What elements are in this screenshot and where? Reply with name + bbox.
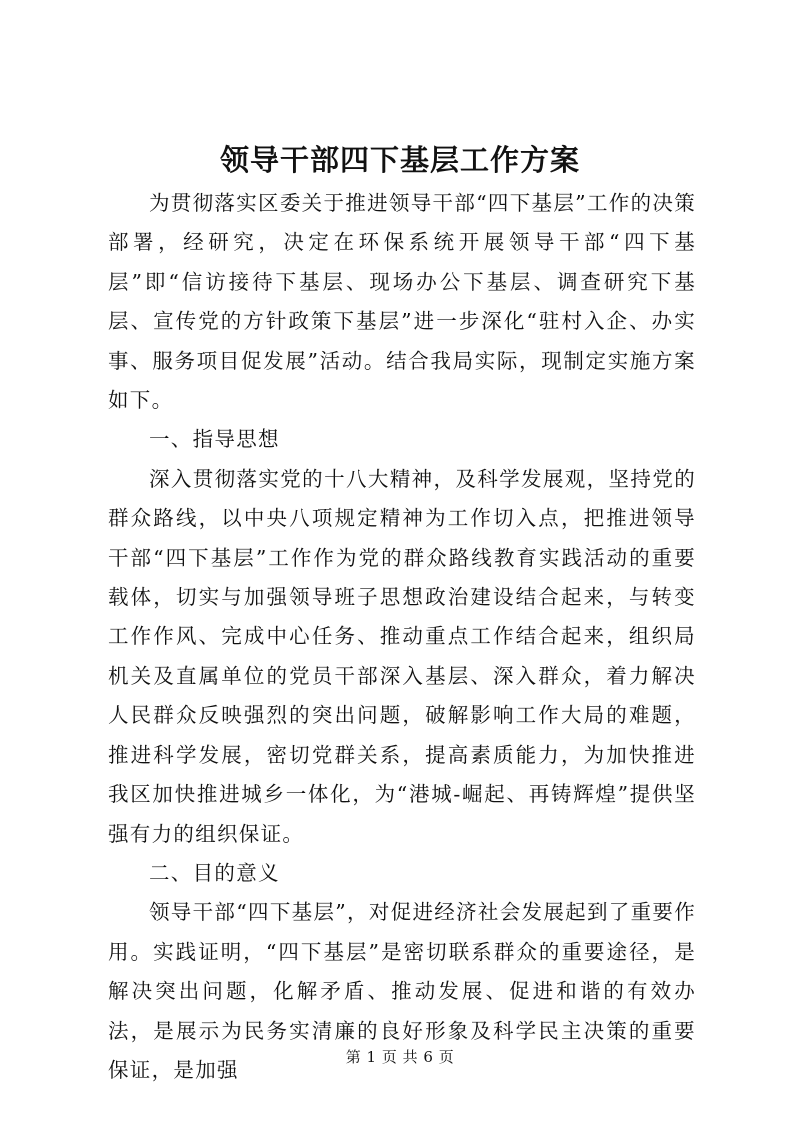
intro-paragraph: 为贯彻落实区委关于推进领导干部“四下基层”工作的决策部署，经研究，决定在环保系统开展领导干部“四下基层”即“信访接待下基层、现场办公下基层、调查研究下基层、宣传党的方针政策下基层”进一步深化“驻村入企、办实事、服务项目促发展”活动。结合我局实际，现制定实施方案如下。: [108, 191, 696, 413]
document-title: 领导干部四下基层工作方案: [219, 143, 580, 177]
document-body: [108, 184, 696, 1090]
section-heading-guiding-ideology: 一、指导思想: [149, 427, 280, 452]
purpose-paragraph: 领导干部“四下基层”，对促进经济社会发展起到了重要作用。实践证明，“四下基层”是密切联系群众的重要途径，是解决突出问题，化解矛盾、推动发展、促进和谐的有效办法，是展示为民务实清廉的良好形象及科学民主决策的重要保证，是加强: [108, 900, 696, 1082]
guiding-ideology-paragraph: 深入贯彻落实党的十八大精神，及科学发展观，坚持党的群众路线，以中央八项规定精神为工作切入点，把推进领导干部“四下基层”工作作为党的群众路线教育实践活动的重要载体，切实与加强领导班子思想政治建设结合起来，与转变工作作风、完成中心任务、推动重点工作结合起来，组织局机关及直属单位的党员干部深入基层、深入群众，着力解决人民群众反映强烈的突出问题，破解影响工作大局的难题，推进科学发展，密切党群关系，提高素质能力，为加快推进我区加快推进城乡一体化，为“港城-崛起、再铸辉煌”提供坚强有力的组织保证。: [108, 466, 696, 846]
page-number-footer: 第 1 页 共 6 页: [345, 1048, 455, 1066]
section-heading-purpose: 二、目的意义: [149, 860, 280, 885]
